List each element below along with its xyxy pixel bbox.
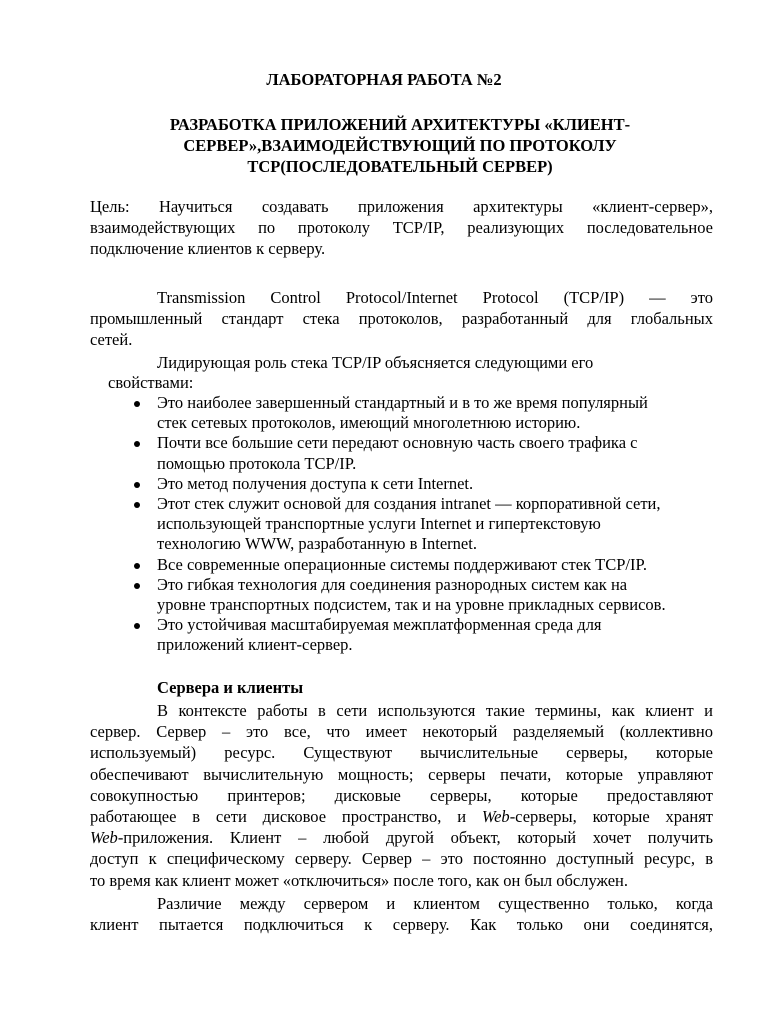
servers-text: -приложения. Клиент – любой другой объект, который хочет получить <box>117 828 713 848</box>
lab-title: ЛАБОРАТОРНАЯ РАБОТА №2 <box>266 70 502 89</box>
list-item-line: помощью протокола TCP/IP. <box>157 453 357 473</box>
servers-paragraph <box>90 700 713 891</box>
servers-line: В контексте работы в сети используются такие термины, как клиент и <box>157 701 713 720</box>
topic-title-line: СЕРВЕР»,ВЗАИМОДЕЙСТВУЮЩИЙ ПО ПРОТОКОЛУ <box>183 136 617 155</box>
tcp-intro-line: сетей. <box>90 330 133 350</box>
leading-role-line: Лидирующая роль стека TCP/IP объясняется следующими его <box>157 353 594 372</box>
list-item-line: уровне транспортных подсистем, так и на уровне прикладных сервисов. <box>157 595 666 615</box>
list-item-line: Это гибкая технология для соединения разнородных систем как на <box>157 574 628 594</box>
leading-role-line: свойствами: <box>108 373 194 392</box>
tcp-intro-line: Transmission Control Protocol/Internet Protocol (TCP/IP) — это <box>157 288 713 307</box>
list-item <box>134 615 724 655</box>
list-item <box>134 555 724 575</box>
difference-line: клиент пытается подключиться к серверу. Как только они соединятся, <box>90 915 713 935</box>
tcp-intro-paragraph <box>90 287 713 351</box>
leading-role-paragraph <box>108 353 708 393</box>
list-item <box>134 494 724 555</box>
goal-line: Цель: Научиться создавать приложения архитектуры «клиент-сервер», <box>90 197 713 216</box>
servers-line: то время как клиент может «отключиться» после того, как он был обслужен. <box>90 870 628 890</box>
servers-line: обеспечивают вычислительную мощность; серверы печати, которые управляют <box>90 764 713 784</box>
tcp-intro-line: промышленный стандарт стека протоколов, разработанный для глобальных <box>90 309 713 329</box>
bullet-icon <box>134 502 140 508</box>
topic-title <box>130 114 670 177</box>
bullet-icon <box>134 482 140 488</box>
difference-line: Различие между сервером и клиентом существенно только, когда <box>157 894 713 913</box>
goal-paragraph <box>90 196 713 260</box>
topic-title-line: TCP(ПОСЛЕДОВАТЕЛЬНЫЙ СЕРВЕР) <box>247 157 553 176</box>
goal-line: взаимодействующих по протоколу TCP/IP, реализующих последовательное <box>90 218 713 238</box>
list-item <box>134 433 724 473</box>
section-heading: Сервера и клиенты <box>157 678 304 697</box>
list-item-line: технологию WWW, разработанную в Internet. <box>157 534 477 554</box>
web-term: Web <box>481 807 510 827</box>
bullet-icon <box>134 441 140 447</box>
bullet-icon <box>134 401 140 407</box>
bullet-icon <box>134 563 140 569</box>
list-item-line: использующей транспортные услуги Internet и гипертекстовую <box>157 514 601 534</box>
servers-line: доступ к специфическому серверу. Сервер – это постоянно доступный ресурс, в <box>90 849 713 869</box>
list-item-line: приложений клиент-сервер. <box>157 635 353 655</box>
bullet-icon <box>134 623 140 629</box>
list-item-line: Все современные операционные системы поддерживают стек TCP/IP. <box>157 554 647 574</box>
web-term: Web <box>90 828 118 848</box>
list-item <box>134 474 724 494</box>
servers-line <box>90 806 713 827</box>
list-item-line: Этот стек служит основой для создания intranet — корпоративной сети, <box>157 494 661 514</box>
list-item-line: Почти все большие сети передают основную часть своего трафика с <box>157 433 638 453</box>
servers-line: используемый) ресурс. Существуют вычислительные серверы, которые <box>90 743 713 763</box>
list-item <box>134 575 724 615</box>
list-item-line: Это метод получения доступа к сети Internet. <box>157 473 474 493</box>
bullet-icon <box>134 583 140 589</box>
topic-title-line: РАЗРАБОТКА ПРИЛОЖЕНИЙ АРХИТЕКТУРЫ «КЛИЕНТ- <box>169 115 631 134</box>
servers-line: совокупностью принтеров; дисковые серверы, которые предоставляют <box>90 785 713 805</box>
goal-line: подключение клиентов к серверу. <box>90 239 326 259</box>
list-item <box>134 393 724 433</box>
servers-text: работающее в сети дисковое пространство, и <box>90 807 482 827</box>
list-item-line: Это наиболее завершенный стандартный и в то же время популярный <box>157 393 648 412</box>
list-item-line: Это устойчивая масштабируемая межплатформенная среда для <box>157 615 602 635</box>
servers-line <box>90 827 713 848</box>
properties-list <box>134 393 724 656</box>
list-item-line: стек сетевых протоколов, имеющий многолетнюю историю. <box>157 413 581 433</box>
difference-paragraph <box>90 893 713 935</box>
servers-text: -серверы, которые хранят <box>509 807 714 827</box>
servers-line: сервер. Сервер – это все, что имеет некоторый разделяемый (коллективно <box>90 722 713 742</box>
